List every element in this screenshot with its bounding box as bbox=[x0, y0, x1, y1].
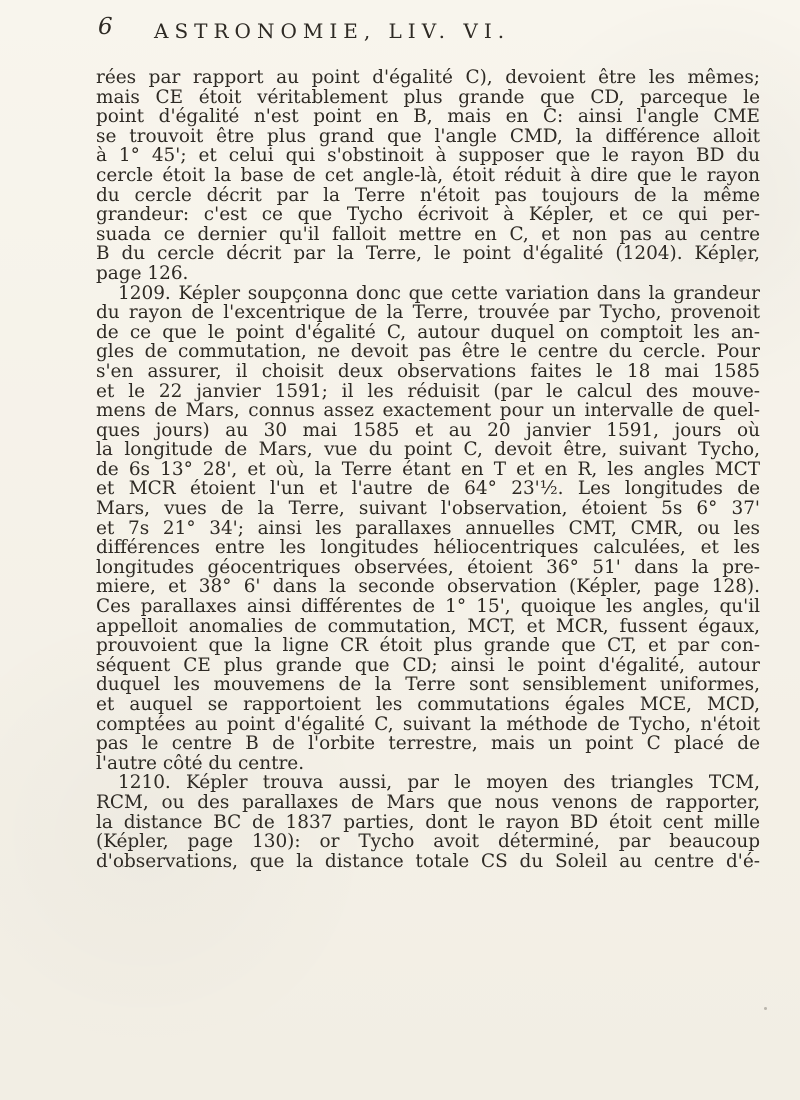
text-line: longitudes géocentriques observées, étoient 36° 51' dans la pre- bbox=[96, 556, 760, 578]
text-line: (Képler, page 130): or Tycho avoit déterminé, par beaucoup bbox=[96, 831, 760, 853]
text-line: B du cercle décrit par la Terre, le point d'égalité (1204). Képler, bbox=[96, 243, 760, 265]
text-line: point d'égalité n'est point en B, mais en C: ainsi l'angle CME bbox=[96, 106, 760, 128]
text-line: Ces parallaxes ainsi différentes de 1° 15', quoique les angles, qu'il bbox=[96, 596, 760, 618]
text-line: comptées au point d'égalité C, suivant la méthode de Tycho, n'étoit bbox=[96, 713, 760, 735]
text-line: différences entre les longitudes héliocentriques calculées, et les bbox=[96, 537, 760, 559]
text-line: page 126. bbox=[96, 262, 189, 284]
text-line: du cercle décrit par la Terre n'étoit pas toujours de la même bbox=[96, 184, 760, 206]
paper-speck bbox=[739, 258, 743, 262]
text-line: miere, et 38° 6' dans la seconde observation (Képler, page 128). bbox=[96, 576, 760, 598]
text-line: prouvoient que la ligne CR étoit plus grande que CT, et par con- bbox=[96, 635, 760, 657]
text-line: duquel les mouvemens de la Terre sont sensiblement uniformes, bbox=[96, 674, 760, 696]
text-line: à 1° 45'; et celui qui s'obstinoit à supposer que le rayon BD du bbox=[96, 145, 760, 167]
text-line: grandeur: c'est ce que Tycho écrivoit à Képler, et ce qui per- bbox=[96, 204, 760, 226]
text-line: de 6s 13° 28', et où, la Terre étant en T et en R, les angles MCT bbox=[96, 458, 760, 480]
text-line: de ce que le point d'égalité C, autour duquel on comptoit les an- bbox=[96, 321, 760, 343]
text-line: et le 22 janvier 1591; il les réduisit (par le calcul des mouve- bbox=[96, 380, 760, 402]
text-line: et auquel se rapportoient les commutations égales MCE, MCD, bbox=[96, 694, 760, 715]
text-line: séquent CE plus grande que CD; ainsi le point d'égalité, autour bbox=[96, 654, 760, 676]
text-line: et MCR étoient l'un et l'autre de 64° 23'½. Les longitudes de bbox=[96, 478, 760, 500]
running-head: ASTRONOMIE, LIV. VI. bbox=[154, 19, 511, 43]
text-line: d'observations, que la distance totale CS du Soleil au centre d'é- bbox=[96, 850, 760, 872]
text-line: mais CE étoit véritablement plus grande que CD, parceque le bbox=[96, 86, 760, 108]
text-line: appelloit anomalies de commutation, MCT, et MCR, fussent égaux, bbox=[96, 615, 760, 637]
paragraph-1209-line: 1209. Képler soupçonna donc que cette variation dans la grandeur bbox=[118, 282, 760, 304]
page-number: 6 bbox=[98, 14, 113, 40]
text-line: se trouvoit être plus grand que l'angle CMD, la différence alloit bbox=[96, 125, 760, 147]
page-header bbox=[96, 14, 736, 54]
text-line: du rayon de l'excentrique de la Terre, trouvée par Tycho, provenoit bbox=[96, 302, 760, 324]
text-line: gles de commutation, ne devoit pas être le centre du cercle. Pour bbox=[96, 341, 760, 363]
text-line: Mars, vues de la Terre, suivant l'observation, étoient 5s 6° 37' bbox=[96, 498, 760, 520]
text-line: suada ce dernier qu'il falloit mettre en C, et non pas au centre bbox=[96, 223, 760, 245]
text-line: l'autre côté du centre. bbox=[96, 752, 305, 774]
paragraph-1210-line: 1210. Képler trouva aussi, par le moyen des triangles TCM, bbox=[118, 772, 760, 794]
text-line: ques jours) au 30 mai 1585 et au 20 janvier 1591, jours où bbox=[96, 419, 760, 441]
text-line: rées par rapport au point d'égalité C), devoient être les mêmes; bbox=[96, 67, 760, 88]
paper-speck bbox=[764, 1007, 767, 1010]
text-line: RCM, ou des parallaxes de Mars que nous venons de rapporter, bbox=[96, 791, 760, 813]
paper-speck bbox=[122, 865, 124, 867]
text-line: s'en assurer, il choisit deux observations faites le 18 mai 1585 bbox=[96, 360, 760, 382]
body-text bbox=[96, 68, 760, 871]
text-line: mens de Mars, connus assez exactement pour un intervalle de quel- bbox=[96, 400, 760, 422]
text-line: et 7s 21° 34'; ainsi les parallaxes annuelles CMT, CMR, ou les bbox=[96, 517, 760, 539]
text-line: pas le centre B de l'orbite terrestre, mais un point C placé de bbox=[96, 733, 760, 755]
text-line: la longitude de Mars, vue du point C, devoit être, suivant Tycho, bbox=[96, 439, 760, 461]
text-line: cercle étoit la base de cet angle-là, étoit réduit à dire que le rayon bbox=[96, 164, 760, 186]
text-line: la distance BC de 1837 parties, dont le rayon BD étoit cent mille bbox=[96, 811, 760, 833]
